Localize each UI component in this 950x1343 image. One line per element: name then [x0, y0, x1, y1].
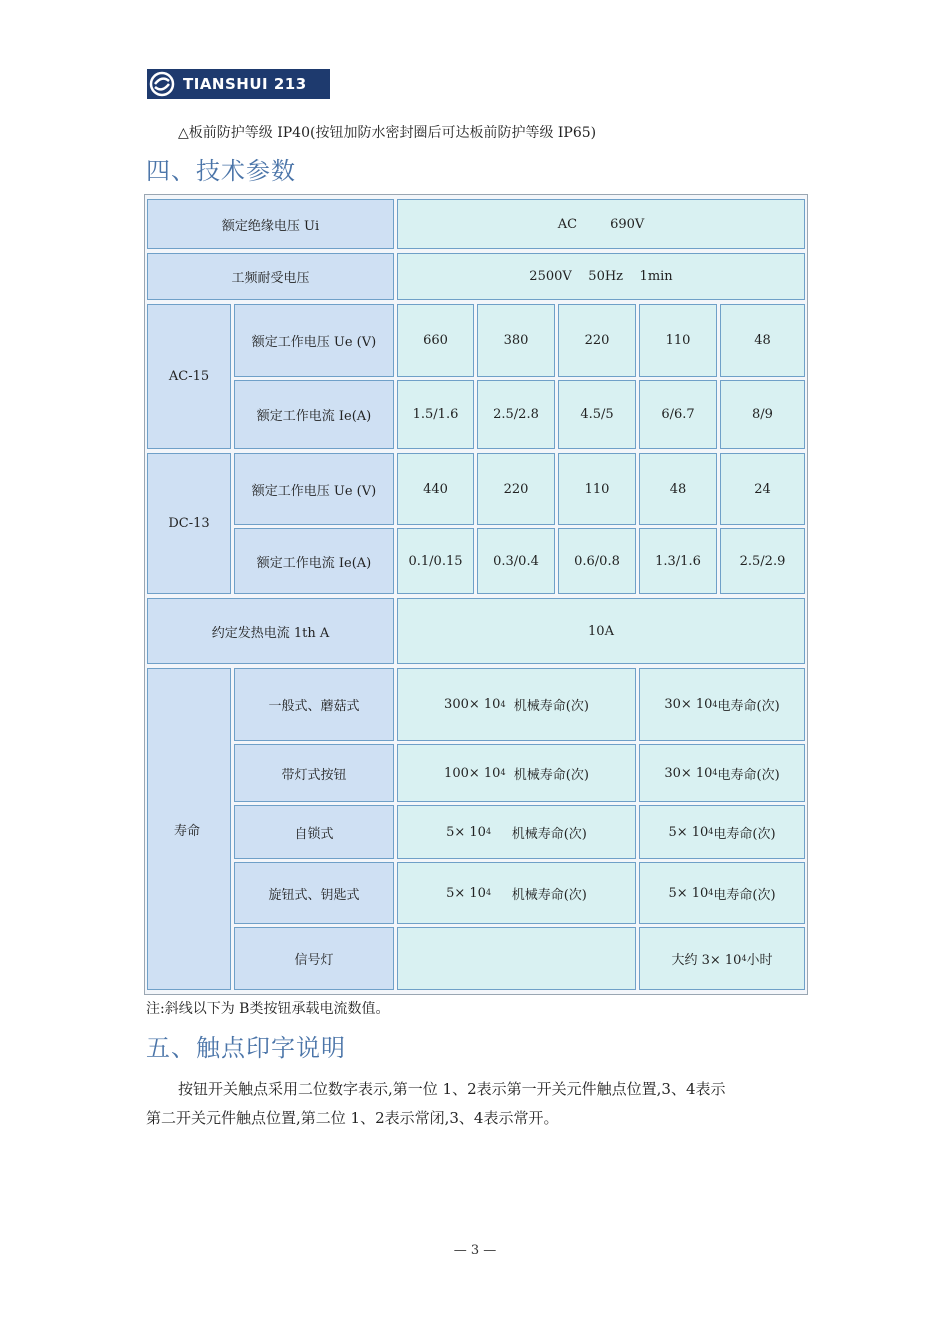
dc13-voltage-cell: 48: [639, 453, 717, 525]
ac15-voltage-cell: 48: [720, 304, 805, 377]
dc13-voltage-label: 额定工作电压 Ue (V): [234, 453, 394, 525]
ac15-current-cell: 8/9: [720, 380, 805, 449]
dc13-current-cell: 1.3/1.6: [639, 528, 717, 594]
life-type-label: 自锁式: [234, 805, 394, 859]
life-type-label: 带灯式按钮: [234, 744, 394, 802]
lamp-mechanical-life-cell: [397, 927, 636, 990]
dc13-group-label: DC-13: [147, 453, 231, 594]
contact-marking-paragraph-line-2: 第二开关元件触点位置,第二位 1、2表示常闭,3、4表示常开。: [146, 1109, 559, 1127]
dc13-voltage-cell: 440: [397, 453, 474, 525]
lamp-life-cell: 大约 3× 10 4 小时: [639, 927, 805, 990]
dc13-current-cell: 2.5/2.9: [720, 528, 805, 594]
withstand-voltage-label: 工频耐受电压: [147, 253, 394, 300]
dc13-voltage-cell: 110: [558, 453, 636, 525]
electrical-life-cell: 5× 10 4 电寿命(次): [639, 805, 805, 859]
mechanical-life-cell: 300× 10 4 机械寿命(次): [397, 668, 636, 741]
dc13-current-label: 额定工作电流 Ie(A): [234, 528, 394, 594]
ac15-voltage-cell: 220: [558, 304, 636, 377]
thermal-current-label: 约定发热电流 1th A: [147, 598, 394, 664]
ac15-current-cell: 6/6.7: [639, 380, 717, 449]
logo-text: TIANSHUI 213: [183, 75, 307, 93]
electrical-life-cell: 30× 10 4 电寿命(次): [639, 668, 805, 741]
section-5-title: 五、触点印字说明: [146, 1034, 346, 1062]
ac15-voltage-label: 额定工作电压 Ue (V): [234, 304, 394, 377]
dc13-current-cell: 0.6/0.8: [558, 528, 636, 594]
ac15-group-label: AC-15: [147, 304, 231, 449]
insulation-voltage-value: AC 690V: [397, 199, 805, 249]
dc13-voltage-cell: 220: [477, 453, 555, 525]
protection-rating-text: △板前防护等级 IP40(按钮加防水密封圈后可达板前防护等级 IP65): [178, 125, 597, 141]
life-type-label: 一般式、蘑菇式: [234, 668, 394, 741]
electrical-life-cell: 5× 10 4 电寿命(次): [639, 862, 805, 924]
ac15-current-cell: 2.5/2.8: [477, 380, 555, 449]
mechanical-life-cell: 5× 10 4 机械寿命(次): [397, 805, 636, 859]
mechanical-life-cell: 100× 10 4 机械寿命(次): [397, 744, 636, 802]
mechanical-life-cell: 5× 10 4 机械寿命(次): [397, 862, 636, 924]
section-4-title: 四、技术参数: [146, 157, 296, 185]
dc13-current-cell: 0.1/0.15: [397, 528, 474, 594]
life-type-label: 旋钮式、钥匙式: [234, 862, 394, 924]
contact-marking-paragraph-line-1: 按钮开关触点采用二位数字表示,第一位 1、2表示第一开关元件触点位置,3、4表示: [178, 1080, 726, 1098]
logo-emblem-icon: [147, 69, 177, 99]
thermal-current-value: 10A: [397, 598, 805, 664]
life-type-label: 信号灯: [234, 927, 394, 990]
ac15-current-label: 额定工作电流 Ie(A): [234, 380, 394, 449]
table-note: 注:斜线以下为 B类按钮承载电流数值。: [146, 1001, 390, 1017]
life-group-label: 寿命: [147, 668, 231, 990]
page-number: — 3 —: [453, 1243, 497, 1258]
withstand-voltage-value: 2500V 50Hz 1min: [397, 253, 805, 300]
dc13-voltage-cell: 24: [720, 453, 805, 525]
ac15-voltage-cell: 110: [639, 304, 717, 377]
electrical-life-cell: 30× 10 4 电寿命(次): [639, 744, 805, 802]
insulation-voltage-label: 额定绝缘电压 Ui: [147, 199, 394, 249]
ac15-voltage-cell: 380: [477, 304, 555, 377]
spec-table: [144, 194, 808, 995]
ac15-current-cell: 4.5/5: [558, 380, 636, 449]
ac15-voltage-cell: 660: [397, 304, 474, 377]
ac15-current-cell: 1.5/1.6: [397, 380, 474, 449]
company-logo: [147, 69, 330, 99]
dc13-current-cell: 0.3/0.4: [477, 528, 555, 594]
